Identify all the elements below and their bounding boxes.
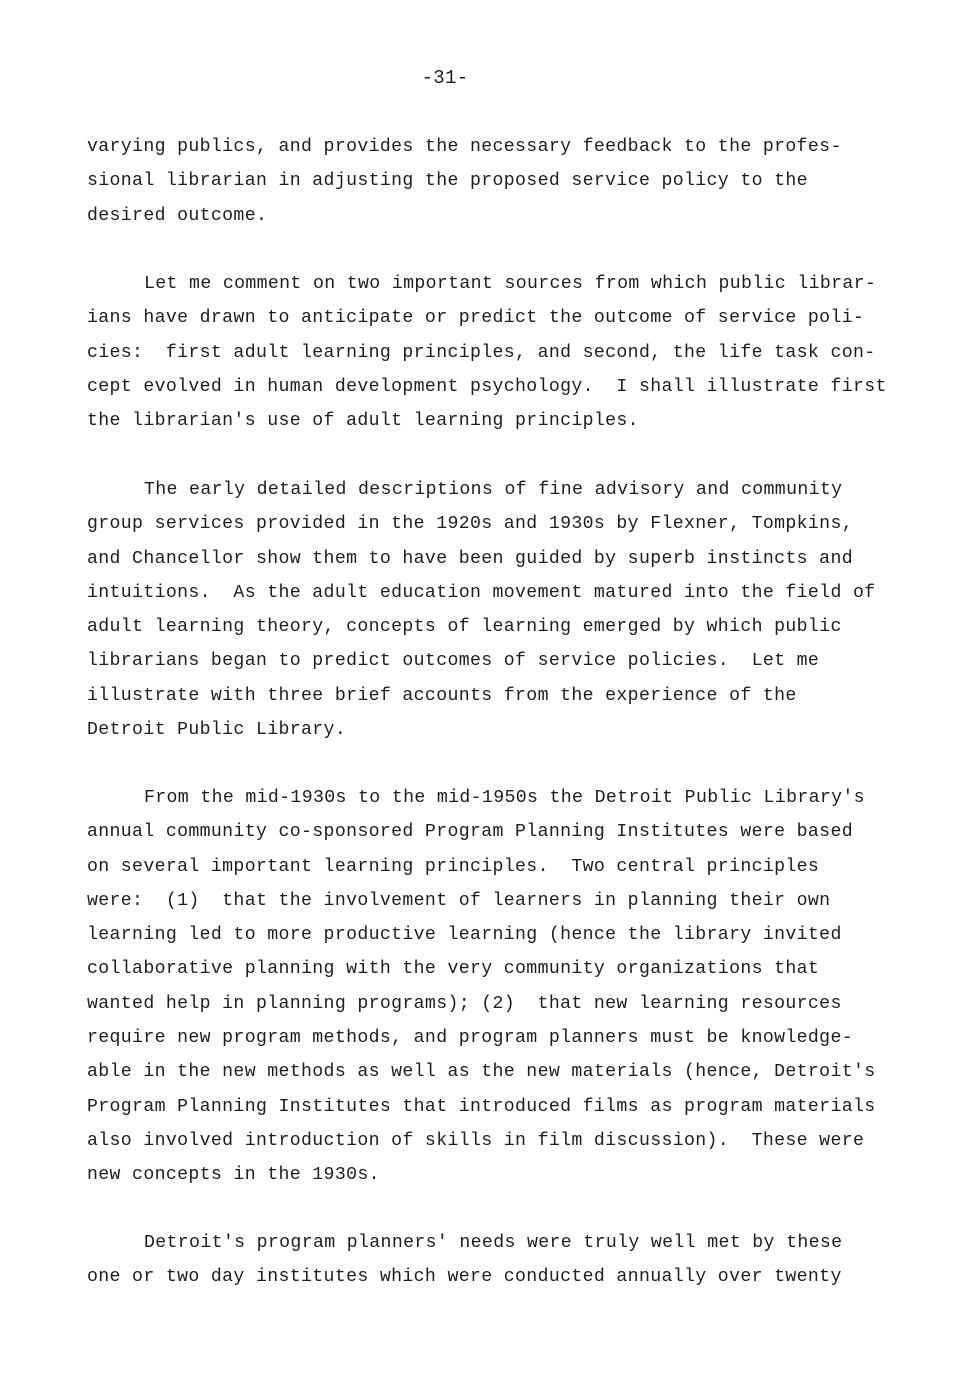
text-line: the librarian's use of adult learning principles. (87, 411, 639, 432)
text-line: Detroit's program planners' needs were truly well met by these (144, 1233, 843, 1253)
text-line: cies: first adult learning principles, and second, the life task con- (87, 342, 876, 363)
paragraph-5 (87, 1226, 842, 1295)
text-line: desired outcome. (87, 205, 268, 226)
text-line: intuitions. As the adult education movement matured into the field of (87, 582, 876, 603)
text-line: Let me comment on two important sources from which public librar- (144, 274, 877, 294)
paragraph-1 (87, 130, 842, 233)
text-line: learning led to more productive learning (hence the library invited (87, 925, 842, 946)
text-line: annual community co-sponsored Program Planning Institutes were based (87, 822, 853, 843)
text-line: The early detailed descriptions of fine advisory and community (144, 480, 843, 500)
text-line: Detroit Public Library. (87, 720, 347, 741)
page-number: -31- (421, 67, 469, 89)
text-line: and Chancellor show them to have been guided by superb instincts and (87, 548, 853, 569)
text-line: collaborative planning with the very community organizations that (87, 959, 820, 980)
text-line: adult learning theory, concepts of learning emerged by which public (87, 617, 842, 638)
text-line: able in the new methods as well as the new materials (hence, Detroit's (87, 1062, 876, 1083)
text-line: sional librarian in adjusting the proposed service policy to the (87, 171, 808, 192)
text-line: on several important learning principles. Two central principles (87, 856, 820, 877)
text-line: require new program methods, and program planners must be knowledge- (87, 1028, 853, 1049)
text-line: group services provided in the 1920s and 1930s by Flexner, Tompkins, (87, 514, 853, 535)
text-line: were: (1) that the involvement of learners in planning their own (87, 890, 831, 911)
text-line: ians have drawn to anticipate or predict the outcome of service poli- (87, 308, 865, 329)
text-line: illustrate with three brief accounts from the experience of the (87, 685, 797, 706)
text-line: one or two day institutes which were conducted annually over twenty (87, 1267, 842, 1288)
paragraph-4 (87, 781, 876, 1193)
text-line: varying publics, and provides the necessary feedback to the profes- (87, 137, 842, 157)
text-line: wanted help in planning programs); (2) that new learning resources (87, 993, 842, 1014)
text-line: Program Planning Institutes that introduced films as program materials (87, 1096, 876, 1117)
paragraph-2 (87, 267, 887, 438)
text-line: also involved introduction of skills in film discussion). These were (87, 1130, 865, 1151)
paragraph-3 (87, 473, 876, 747)
text-line: librarians began to predict outcomes of service policies. Let me (87, 651, 820, 672)
text-line: new concepts in the 1930s. (87, 1165, 380, 1186)
text-line: From the mid-1930s to the mid-1950s the Detroit Public Library's (144, 788, 865, 808)
text-line: cept evolved in human development psychology. I shall illustrate first (87, 376, 887, 397)
